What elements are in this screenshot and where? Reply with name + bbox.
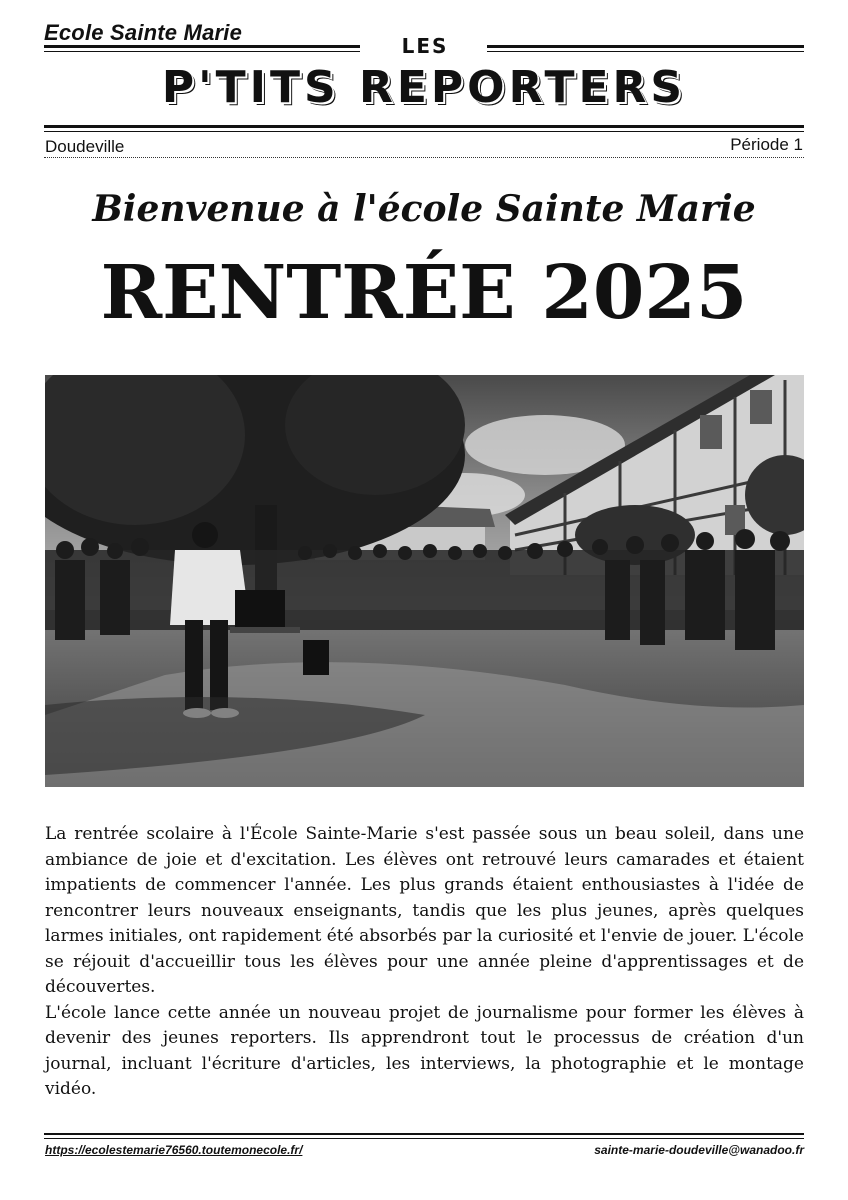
- masthead-rule-left-bottom: [44, 51, 360, 52]
- masthead-rule-under-top: [44, 125, 804, 128]
- town-label: Doudeville: [45, 137, 125, 156]
- masthead-rule-under-bottom: [44, 131, 804, 132]
- welcome-subtitle: Bienvenue à l'école Sainte Marie: [92, 188, 756, 230]
- footer-rule-bottom: [44, 1138, 804, 1139]
- footer-rule-top: [44, 1133, 804, 1135]
- school-name: Ecole Sainte Marie: [44, 20, 243, 45]
- masthead-rule-left-top: [44, 45, 360, 48]
- article-body: [45, 822, 804, 1103]
- article-paragraph: La rentrée scolaire à l'École Sainte-Marie s'est passée sous un beau soleil, dans une ambiance de joie et d'excitation. Les élèves ont retrouvé leurs camarades et étaient impatients de commencer l'année. Les plus grands étaient enthousiastes à l'idée de rencontrer leurs nouveaux enseignants, tandis que les plus jeunes, après quelques larmes initiales, ont rapidement été absorbés par la curiosité et l'envie de jouer. L'école se réjouit d'accueillir tous les élèves pour une année pleine d'apprentissages et de découvertes.: [45, 824, 804, 997]
- masthead-rule-right-bottom: [487, 51, 804, 52]
- school-website-link[interactable]: https://ecolestemarie76560.toutemonecole.fr/: [45, 1143, 303, 1157]
- headline-title: RENTRÉE 2025: [100, 250, 748, 336]
- masthead-title: P'TITS REPORTERS: [161, 62, 687, 113]
- masthead-les: LES: [401, 34, 449, 58]
- school-email[interactable]: sainte-marie-doudeville@wanadoo.fr: [594, 1143, 804, 1157]
- schoolyard-photo: [45, 375, 804, 787]
- masthead-dotted-divider: [44, 157, 804, 158]
- period-label: Période 1: [730, 135, 803, 154]
- article-paragraph: L'école lance cette année un nouveau projet de journalisme pour former les élèves à devenir des jeunes reporters. Ils apprendront tout le processus de création d'un journal, incluant l'écriture d'articles, les interviews, la photographie et le montage vidéo.: [45, 1002, 804, 1099]
- masthead-rule-right-top: [487, 45, 804, 48]
